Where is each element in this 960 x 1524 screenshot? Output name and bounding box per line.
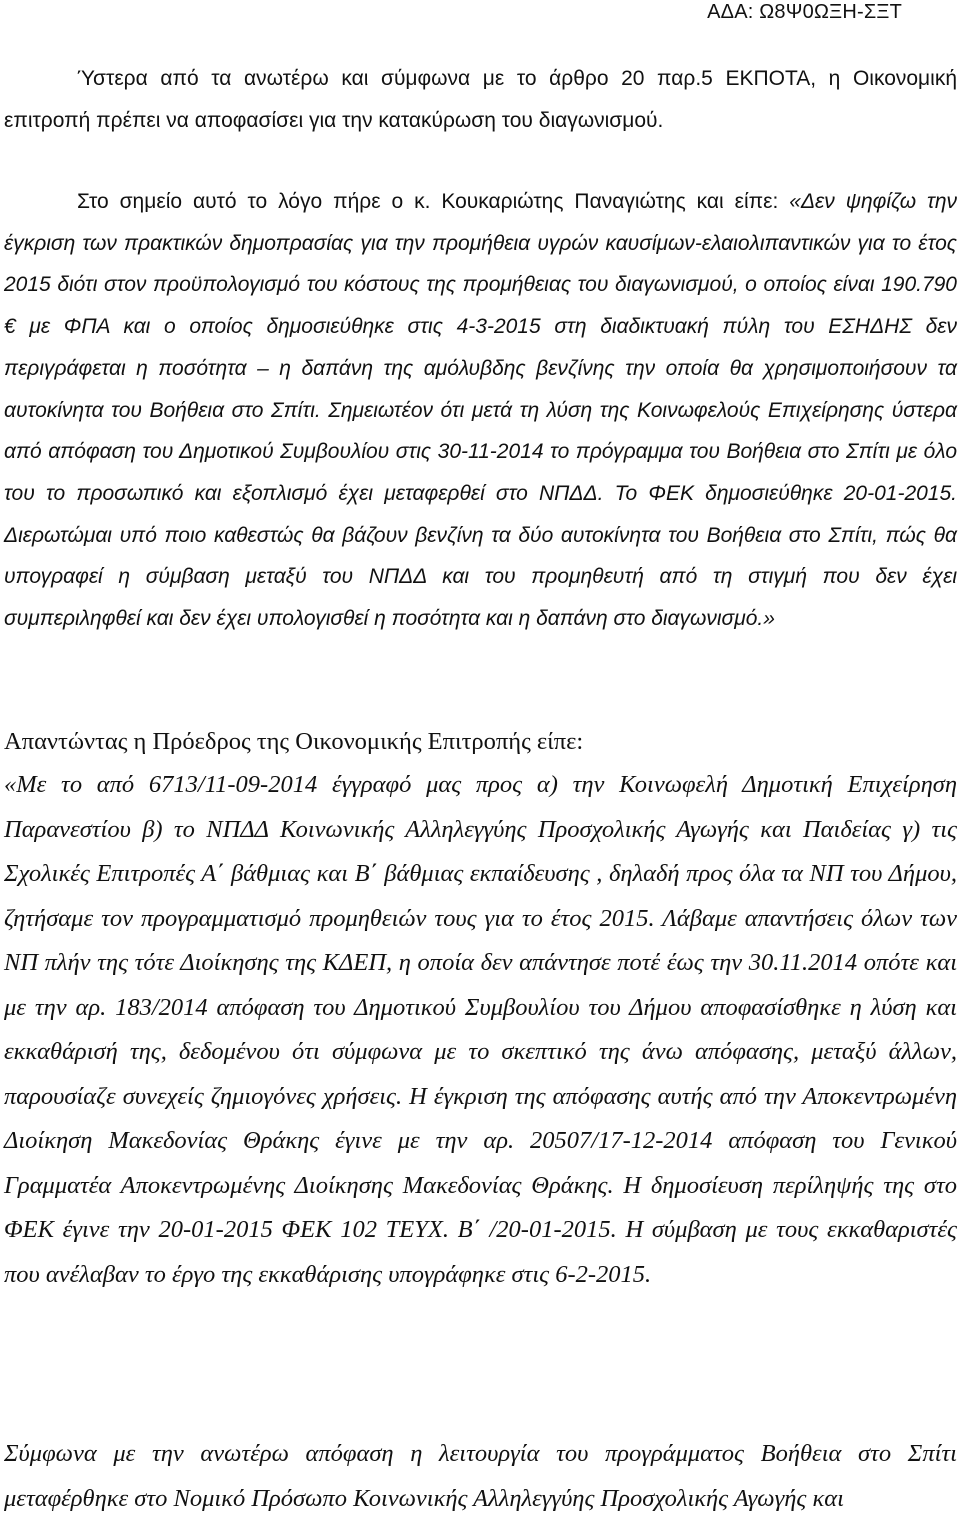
koukariotis-intro: Στο σημείο αυτό το λόγο πήρε ο κ. Κουκαριώτης Παναγιώτης και είπε: [77, 190, 790, 213]
paragraph-president-intro: Απαντώντας η Πρόεδρος της Οικονομικής Επιτροπής είπε: [4, 728, 584, 755]
ada-code: ΑΔΑ: Ω8Ψ0ΩΞΗ-ΣΞΤ [707, 1, 902, 23]
paragraph-transfer [4, 1432, 957, 1521]
koukariotis-quote: «Δεν ψηφίζω την έγκριση των πρακτικών δημοπρασίας για την προμήθεια υγρών καυσίμων-ελαιολιπαντικών για το έτος 2015 διότι στον προϋπολογισμό του κόστους της προμήθειας του διαγωνισμού, ο οποίος είναι 190.790 € με ΦΠΑ και ο οποίος δημοσιεύθηκε στις 4-3-2015 στη διαδικτυακή πύλη του ΕΣΗΔΗΣ δεν περιγράφεται η ποσότητα – η δαπάνη της αμόλυβδης βενζίνης την οποία θα χρησιμοποιήσουν τα αυτοκίνητα του Βοήθεια στο Σπίτι. Σημειωτέον ότι μετά τη λύση της Κοινωφελούς Επιχείρησης ύστερα από απόφαση του Δημοτικού Συμβουλίου στις 30-11-2014 το πρόγραμμα του Βοήθεια στο Σπίτι με όλο του το προσωπικό και εξοπλισμό έχει μεταφερθεί στο ΝΠΔΔ. Το ΦΕΚ δημοσιεύθηκε 20-01-2015. Διερωτώμαι υπό ποιο καθεστώς θα βάζουν βενζίνη τα δύο αυτοκίνητα του Βοήθεια στο Σπίτι, πώς θα υπογραφεί η σύμβαση μεταξύ του ΝΠΔΔ και του προμηθευτή από τη στιγμή που δεν έχει συμπεριληφθεί και δεν έχει υπολογισθεί η ποσότητα και η δαπάνη στο διαγωνισμό.» [4, 190, 957, 631]
paragraph-kataкyrosi: Ύστερα από τα ανωτέρω και σύμφωνα με το άρθρο 20 παρ.5 ΕΚΠΟΤΑ, η Οικονομική επιτροπή πρέπει να αποφασίσει για την κατακύρωση του διαγωνισμού. [4, 67, 957, 132]
paragraph-president-answer [4, 763, 957, 1297]
president-answer-text: «Με το από 6713/11-09-2014 έγγραφό μας προς α) την Κοινωφελή Δημοτική Επιχείρηση Παρανεστίου β) το ΝΠΔΔ Κοινωνικής Αλληλεγγύης Προσχολικής Αγωγής και Παιδείας γ) τις Σχολικές Επιτροπές Α΄ βάθμιας και Β΄ βάθμιας εκπαίδευσης , δηλαδή προς όλα τα ΝΠ του Δήμου, ζητήσαμε τον προγραμματισμό προμηθειών τους για το έτος 2015. Λάβαμε απαντήσεις όλων των ΝΠ πλήν της τότε Διοίκησης της ΚΔΕΠ, η οποία δεν απάντησε ποτέ έως την 30.11.2014 οπότε και με την αρ. 183/2014 απόφαση του Δημοτικού Συμβουλίου του Δήμου αποφασίσθηκε η λύση και εκκαθάρισή της, δεδομένου ότι σύμφωνα με το σκεπτικό της άνω απόφασης, μεταξύ άλλων, παρουσίαζε συνεχείς ζημιογόνες χρήσεις. Η έγκριση της απόφασης αυτής από την Αποκεντρωμένη Διοίκηση Μακεδονίας Θράκης έγινε με την αρ. 20507/17-12-2014 απόφαση του Γενικού Γραμματέα Αποκεντρωμένης Διοίκησης Μακεδονίας Θράκης. Η δημοσίευση περίληψής της στο ΦΕΚ έγινε την 20-01-2015 ΦΕΚ 102 ΤΕΥΧ. Β΄ /20-01-2015. Η σύμβαση με τους εκκαθαριστές που ανέλαβαν το έργο της εκκαθάρισης υπογράφηκε στις 6-2-2015. [4, 771, 957, 1288]
transfer-text: Σύμφωνα με την ανωτέρω απόφαση η λειτουργία του προγράμματος Βοήθεια στο Σπίτι μεταφέρθηκε στο Νομικό Πρόσωπο Κοινωνικής Αλληλεγγύης Προσχολικής Αγωγής και [4, 1440, 957, 1512]
paragraph-koukariotis [4, 181, 957, 640]
